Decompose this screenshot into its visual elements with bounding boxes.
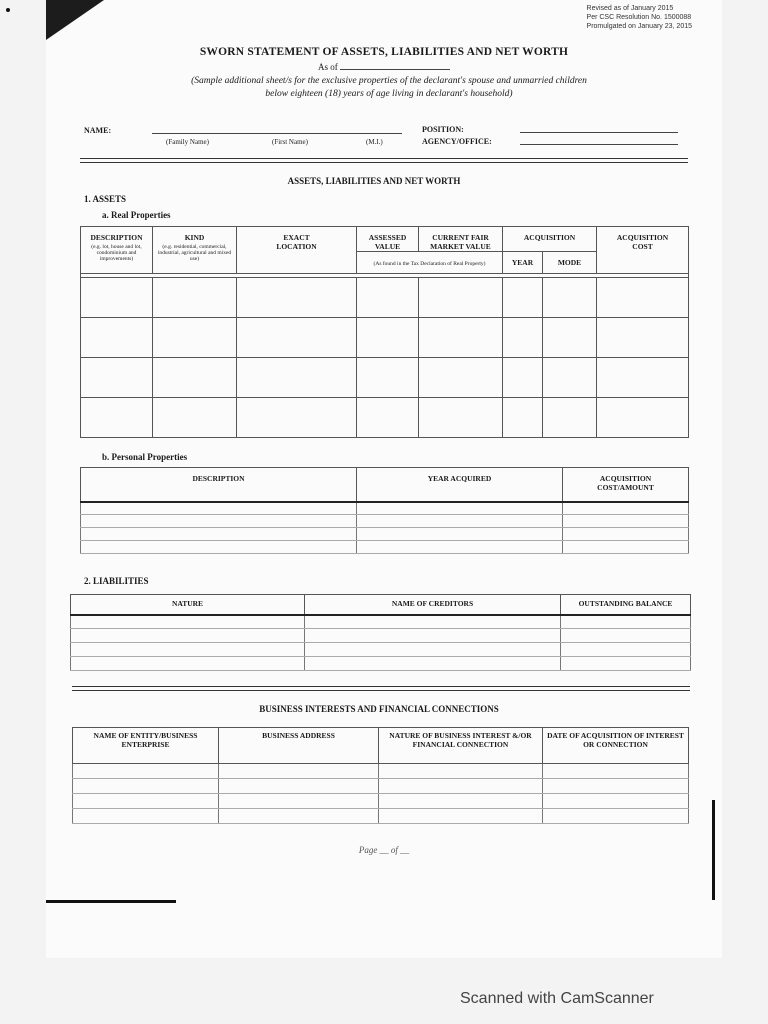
- col-year: [503, 252, 543, 274]
- scan-edge-right: [712, 800, 715, 900]
- table-row: [81, 528, 689, 541]
- biz-col-date-label: DATE OF ACQUISITION OF INTEREST OR CONNECTION: [547, 731, 684, 749]
- scan-dot: [6, 8, 10, 12]
- pp-col-year: [357, 468, 563, 502]
- table-row: [71, 615, 691, 629]
- col-assessed-label: ASSESSED VALUE: [368, 233, 407, 251]
- revision-line-2: Per CSC Resolution No. 1500088: [586, 14, 692, 21]
- table-row: [71, 657, 691, 671]
- col-tax-note: [357, 252, 503, 274]
- page-number: Page __ of __: [358, 845, 410, 855]
- col-kind: [153, 227, 237, 274]
- camscanner-watermark: Scanned with CamScanner: [460, 990, 654, 1007]
- col-fair-market-label: CURRENT FAIR MARKET VALUE: [430, 233, 491, 251]
- name-field[interactable]: [152, 133, 402, 134]
- position-label: POSITION:: [422, 125, 464, 134]
- col-location-label: EXACT LOCATION: [276, 233, 317, 251]
- col-description-label: DESCRIPTION: [90, 233, 143, 242]
- alnw-heading: ASSETS, LIABILITIES AND NET WORTH: [287, 176, 461, 186]
- sample-note: [106, 75, 672, 101]
- pp-col-cost-label: ACQUISITION COST/AMOUNT: [597, 474, 654, 492]
- col-year-label: YEAR: [511, 258, 534, 267]
- col-acq-cost-label: ACQUISITION COST: [616, 233, 669, 251]
- section-divider: [80, 158, 688, 163]
- personal-properties-label: b. Personal Properties: [102, 452, 188, 462]
- scan-corner-shadow: [46, 0, 104, 40]
- col-mode-label: MODE: [557, 258, 582, 267]
- col-acquisition: [503, 227, 597, 252]
- table-row: [81, 318, 689, 358]
- liab-col-balance-label: OUTSTANDING BALANCE: [578, 599, 673, 608]
- table-row: [81, 515, 689, 528]
- liab-col-nature-label: NATURE: [171, 599, 204, 608]
- as-of-label: As of: [318, 62, 338, 72]
- col-mode: [543, 252, 597, 274]
- col-description: [81, 227, 153, 274]
- biz-col-entity-label: NAME OF ENTITY/BUSINESS ENTERPRISE: [93, 731, 198, 749]
- pp-col-description: [81, 468, 357, 502]
- position-field[interactable]: [520, 132, 678, 133]
- real-properties-label: a. Real Properties: [102, 210, 171, 220]
- business-table: [72, 727, 689, 824]
- revision-line-3: Promulgated on January 23, 2015: [586, 23, 692, 30]
- table-row: [81, 358, 689, 398]
- biz-col-nature-label: NATURE OF BUSINESS INTEREST &/OR FINANCIAL CONNECTION: [389, 731, 532, 749]
- biz-col-nature: [379, 728, 543, 764]
- col-assessed: [357, 227, 419, 252]
- scan-edge-left: [46, 900, 176, 903]
- col-acquisition-label: ACQUISITION: [523, 233, 576, 242]
- revision-note: [587, 4, 692, 31]
- col-acq-cost: [597, 227, 689, 274]
- agency-label: AGENCY/OFFICE:: [422, 137, 492, 146]
- as-of-blank[interactable]: [340, 69, 450, 70]
- table-row: [81, 278, 689, 318]
- biz-col-date: [543, 728, 689, 764]
- biz-col-entity: [73, 728, 219, 764]
- col-tax-note-label: (As found in the Tax Declaration of Real Property): [373, 260, 486, 267]
- liab-col-creditors: [305, 595, 561, 615]
- business-divider: [72, 686, 690, 691]
- liabilities-table: [70, 594, 691, 671]
- col-location: [237, 227, 357, 274]
- table-row: [73, 809, 689, 824]
- real-properties-table: [80, 226, 689, 438]
- revision-line-1: Revised as of January 2015: [586, 5, 674, 12]
- agency-field[interactable]: [520, 144, 678, 145]
- col-fair-market: [419, 227, 503, 252]
- family-name-caption: (Family Name): [166, 138, 209, 146]
- name-label: NAME:: [84, 126, 112, 135]
- pp-col-year-label: YEAR ACQUIRED: [427, 474, 492, 483]
- table-row: [71, 643, 691, 657]
- table-row: [73, 779, 689, 794]
- liab-col-nature: [71, 595, 305, 615]
- col-kind-note: (e.g. residential, commercial, industrial, agricultural and mixed use): [157, 244, 232, 262]
- liabilities-label: 2. LIABILITIES: [84, 576, 149, 586]
- biz-col-address-label: BUSINESS ADDRESS: [262, 731, 335, 740]
- liab-col-balance: [561, 595, 691, 615]
- col-description-note: (e.g. lot, house and lot, condominium and improvements): [91, 244, 142, 262]
- document-page: [46, 0, 722, 958]
- first-name-caption: (First Name): [272, 138, 308, 146]
- pp-col-description-label: DESCRIPTION: [192, 474, 245, 483]
- table-row: [71, 629, 691, 643]
- liab-col-creditors-label: NAME OF CREDITORS: [391, 599, 474, 608]
- business-heading: BUSINESS INTERESTS AND FINANCIAL CONNECTIONS: [259, 704, 499, 714]
- table-row: [81, 398, 689, 438]
- biz-col-address: [219, 728, 379, 764]
- personal-properties-table: [80, 467, 689, 554]
- col-kind-label: KIND: [184, 233, 205, 242]
- table-row: [73, 794, 689, 809]
- sample-note-line-1: (Sample additional sheet/s for the exclusive properties of the declarant's spouse and unmarried children: [191, 76, 587, 86]
- pp-col-cost: [563, 468, 689, 502]
- mi-caption: (M.I.): [366, 138, 383, 146]
- document-title: SWORN STATEMENT OF ASSETS, LIABILITIES AND NET WORTH: [199, 46, 569, 58]
- table-row: [81, 502, 689, 515]
- table-row: [73, 764, 689, 779]
- sample-note-line-2: below eighteen (18) years of age living in declarant's household): [265, 89, 513, 99]
- table-row: [81, 541, 689, 554]
- assets-label: 1. ASSETS: [84, 194, 127, 204]
- as-of-line: [46, 62, 722, 72]
